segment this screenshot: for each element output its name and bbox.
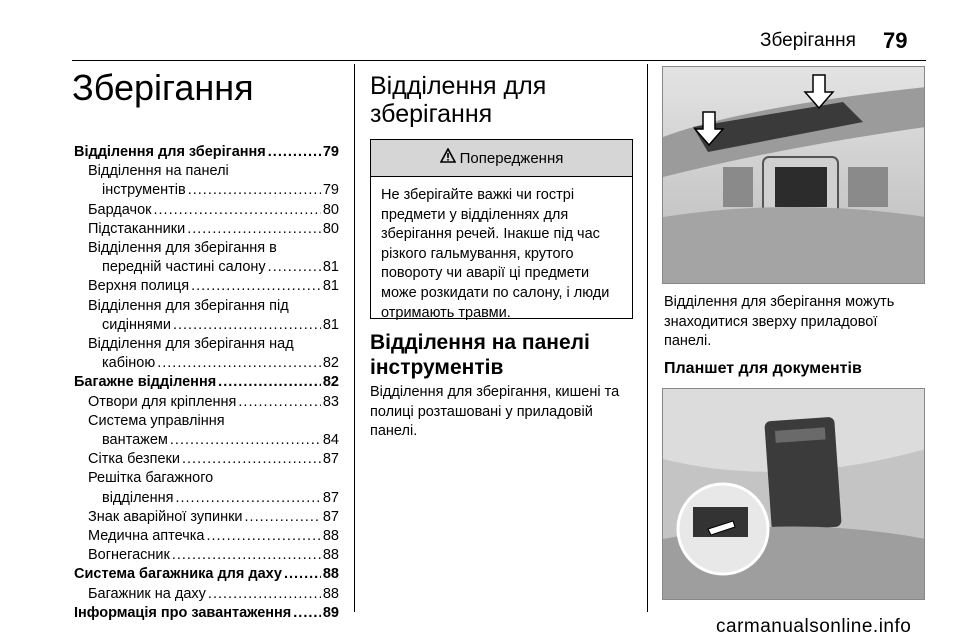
toc-entry[interactable] [74,546,339,565]
toc-entry[interactable] [74,489,339,508]
toc-entry-title: Відділення для зберігання в [88,240,277,257]
toc-entry-page: 82 [322,355,339,372]
toc-entry-title: інструментів [102,182,186,199]
toc-entry-page: 88 [322,566,339,583]
toc-entry-title: Знак аварійної зупинки [88,508,243,525]
toc-leader-dots [293,604,321,623]
toc-entry-page: 80 [322,201,339,218]
section-title-line1: Відділення для [370,72,547,100]
column-divider-right [647,64,648,612]
toc-entry-page: 87 [322,508,339,525]
toc-entry-page: 87 [322,489,339,506]
dashboard-storage-photo [662,66,925,284]
toc-entry-title: Верхня полиця [88,278,190,295]
toc-entry-title: Бардачок [88,201,152,218]
toc-entry-title: відділення [102,489,174,506]
subsection-title-line2: інструментів [370,356,504,379]
toc-entry-title: Багажне відділення [74,374,217,391]
toc-entry-page: 80 [322,220,339,237]
photo-caption: Відділення для зберігання можуть знаходитися зверху приладової панелі. [664,294,895,350]
warning-triangle-icon [440,148,456,168]
toc-leader-dots [238,393,320,412]
toc-leader-dots [191,277,321,296]
toc-entry[interactable] [74,316,339,335]
section-title-line2: зберігання [370,100,493,128]
toc-entry-title: Решітка багажного [88,470,214,487]
toc-leader-dots [218,373,321,392]
toc-entry-title: Інформація про завантаження [74,604,292,621]
chapter-title: Зберігання [72,67,254,108]
toc-entry[interactable] [74,469,339,488]
subsection-text: Відділення для зберігання, кишені та полиці розташовані у приладовій панелі. [370,384,620,440]
toc-leader-dots [208,585,321,604]
toc-entry-title: Система управління [88,412,225,429]
watermark: carmanualsonline.info [716,616,912,637]
table-of-contents [74,143,339,623]
toc-entry-title: Отвори для кріплення [88,393,237,410]
toc-entry-page: 88 [322,547,339,564]
toc-entry-title: Відділення для зберігання [74,144,266,160]
toc-entry[interactable] [74,143,339,162]
toc-entry[interactable] [74,239,339,258]
toc-entry[interactable] [74,277,339,296]
toc-leader-dots [172,546,321,565]
toc-leader-dots [206,527,320,546]
toc-entry-page: 89 [322,604,339,621]
toc-entry[interactable] [74,604,339,623]
page-number: 79 [883,28,908,53]
subsection-title [370,330,590,380]
warning-heading: Попередження [459,149,564,167]
toc-entry-page: 87 [322,451,339,468]
toc-leader-dots [268,258,321,277]
header-rule [72,60,926,61]
toc-leader-dots [175,489,320,508]
toc-leader-dots [182,450,321,469]
warning-text: Не зберігайте важкі чи гострі предмети у відділеннях для зберігання речей. Інакше під час різкого гальмування, крутого повороту чи аварії ці предмети може розкидати по салону, і люди отримають травми. [381,187,610,321]
toc-entry-page: 83 [322,393,339,410]
warning-box [370,139,633,319]
toc-entry[interactable] [74,565,339,584]
toc-entry[interactable] [74,412,339,431]
toc-entry[interactable] [74,220,339,239]
toc-entry-title: Багажник на даху [88,585,206,602]
toc-leader-dots [187,220,321,239]
toc-entry-page: 82 [322,374,339,391]
toc-leader-dots [153,201,320,220]
toc-leader-dots [173,316,321,335]
toc-entry-title: Сітка безпеки [88,451,180,468]
toc-entry[interactable] [74,297,339,316]
warning-header [371,140,632,177]
toc-entry-title: передній частині салону [102,259,266,276]
subsection-title-line1: Відділення на панелі [370,331,590,354]
toc-entry-page: 88 [322,528,339,545]
toc-entry-title: Підстаканники [88,220,186,237]
toc-entry-title: Система багажника для даху [74,566,282,583]
toc-leader-dots [188,181,321,200]
toc-entry-title: Відділення для зберігання під [88,297,289,314]
toc-entry-title: Медична аптечка [88,528,205,545]
toc-entry[interactable] [74,201,339,220]
toc-entry-page: 81 [322,259,339,276]
toc-entry[interactable] [74,527,339,546]
running-head-title: Зберігання [760,30,856,51]
toc-entry-page: 81 [322,278,339,295]
toc-entry[interactable] [74,450,339,469]
toc-entry-title: вантажем [102,432,168,449]
toc-leader-dots [284,565,321,584]
toc-entry[interactable] [74,585,339,604]
toc-entry[interactable] [74,508,339,527]
column-divider-left [354,64,355,612]
toc-leader-dots [170,431,321,450]
toc-entry-title: кабіною [102,355,156,372]
toc-entry[interactable] [74,393,339,412]
toc-entry-title: сидіннями [102,316,171,333]
toc-entry-title: Відділення для зберігання над [88,336,294,353]
toc-entry[interactable] [74,431,339,450]
toc-leader-dots [157,354,321,373]
toc-entry[interactable] [74,181,339,200]
toc-entry-title: Відділення на панелі [88,163,229,180]
toc-entry[interactable] [74,373,339,392]
toc-entry-page: 88 [322,585,339,602]
toc-entry[interactable] [74,162,339,181]
toc-entry-page: 84 [322,432,339,449]
toc-entry[interactable] [74,354,339,373]
toc-entry[interactable] [74,258,339,277]
document-tablet-photo [662,388,925,600]
toc-leader-dots [245,508,321,527]
documents-tablet-heading: Планшет для документів [664,360,862,377]
toc-entry-title: Вогнегасник [88,547,170,564]
toc-entry[interactable] [74,335,339,354]
toc-entry-page: 79 [322,144,339,160]
toc-entry-page: 81 [322,316,339,333]
section-title [370,72,546,128]
toc-entry-page: 79 [322,182,339,199]
toc-leader-dots [268,143,321,162]
